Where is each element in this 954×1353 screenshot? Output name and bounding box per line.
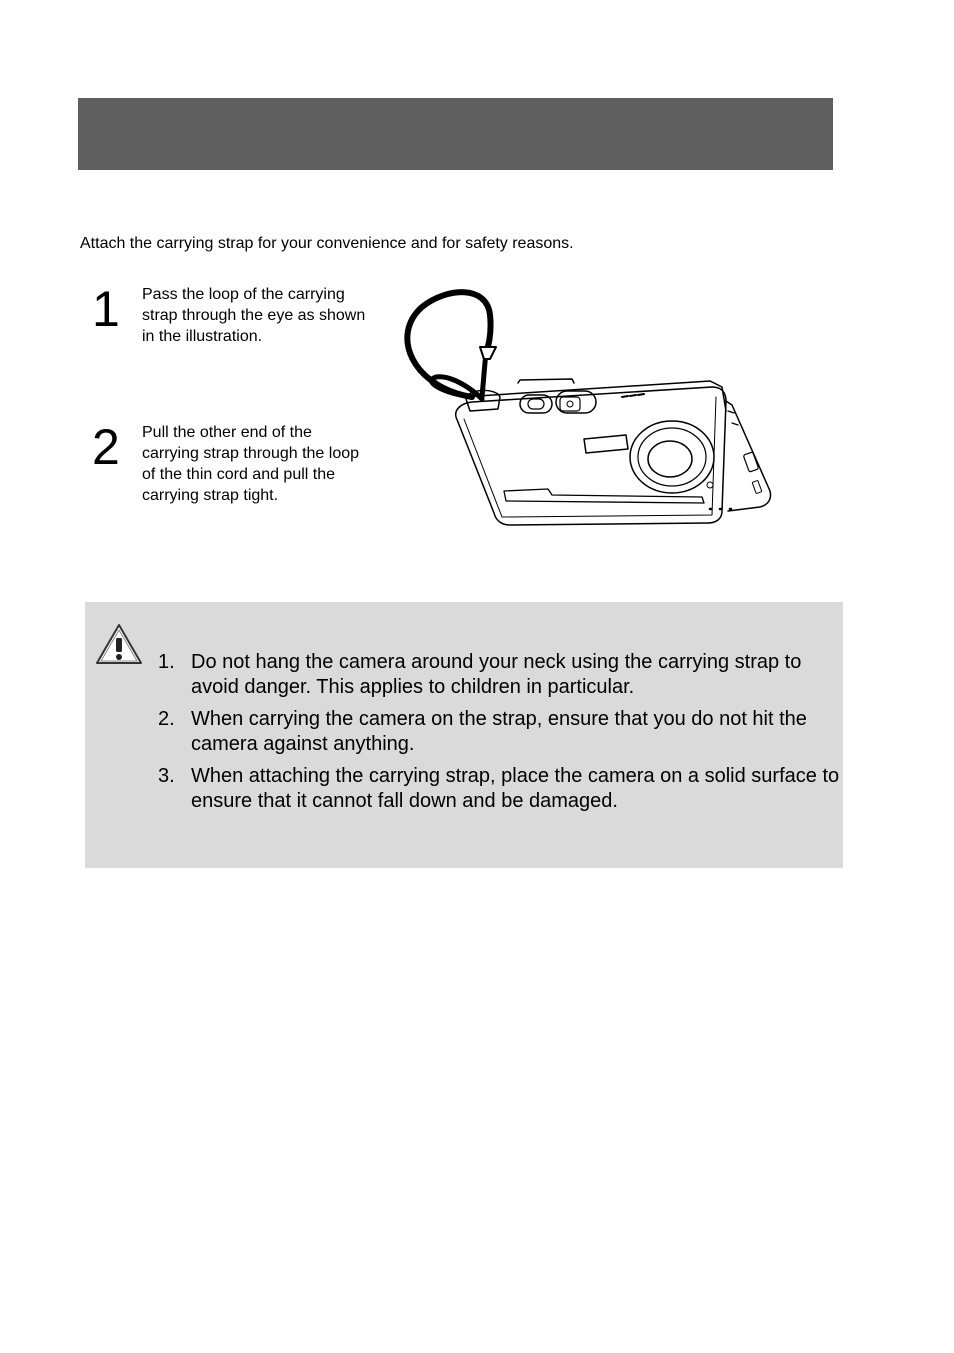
intro-text: Attach the carrying strap for your convenience and for safety reasons.	[80, 235, 574, 252]
warning-item	[155, 707, 843, 757]
warning-item-text: Do not hang the camera around your neck using the carrying strap to avoid danger. This applies to children in particular.	[191, 651, 802, 698]
step-1-text: Pass the loop of the carrying strap through the eye as shown in the illustration.	[142, 286, 366, 345]
warning-item	[155, 764, 843, 814]
warning-list	[155, 650, 843, 821]
warning-item-number: 1.	[158, 651, 175, 673]
camera-strap-illustration	[392, 285, 784, 530]
warning-item-text: When attaching the carrying strap, place the camera on a solid surface to ensure that it cannot fall down and be damaged.	[191, 765, 840, 812]
warning-box	[85, 602, 843, 868]
step-2-text: Pull the other end of the carrying strap through the loop of the thin cord and pull the carrying strap tight.	[142, 424, 360, 504]
warning-item-number: 2.	[158, 708, 175, 730]
warning-item	[155, 650, 843, 700]
step-2-number: 2	[92, 419, 120, 475]
warning-triangle-icon	[95, 622, 143, 666]
warning-item-number: 3.	[158, 765, 175, 787]
step-1-number: 1	[92, 281, 120, 337]
section-header-bar	[78, 98, 833, 170]
warning-item-text: When carrying the camera on the strap, ensure that you do not hit the camera against anything.	[191, 708, 807, 755]
